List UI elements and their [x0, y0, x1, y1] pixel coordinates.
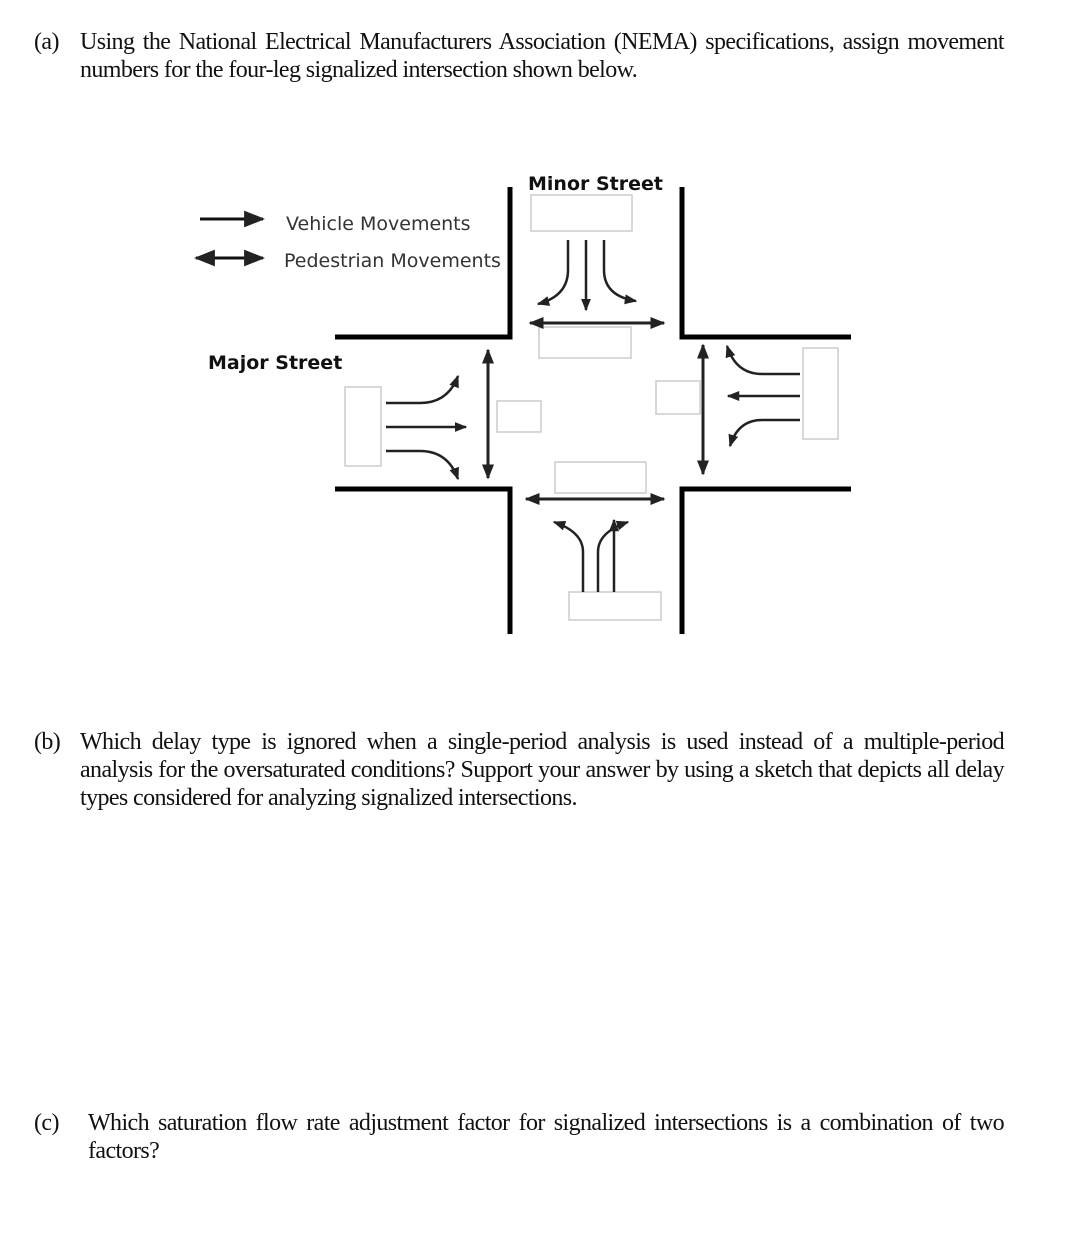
answer-box-east-approach: [803, 348, 838, 439]
east-approach-right-turn: [727, 346, 800, 374]
west-approach-right-turn: [386, 451, 458, 479]
northwest-curb: [335, 187, 510, 337]
answer-box-north-approach: [531, 195, 632, 231]
answer-box-west-approach: [345, 387, 381, 466]
question-b-label: (b): [34, 729, 61, 755]
major-street-label: Major Street: [208, 352, 343, 374]
north-approach-left-turn: [538, 240, 568, 304]
answer-box-north-crosswalk: [539, 327, 631, 358]
pedestrian-movements: [488, 323, 703, 499]
question-a: [34, 28, 1004, 84]
minor-street-label: Minor Street: [528, 173, 663, 195]
question-a-label: (a): [34, 29, 59, 55]
question-b-text: Which delay type is ignored when a single-period analysis is used instead of a multiple-period analysis for the oversaturated conditions? Support your answer by using a sketch that depicts all delay types considered for analyzing signalized intersections.: [80, 729, 1004, 811]
east-approach-left-turn: [730, 420, 800, 446]
answer-box-west-crosswalk: [497, 401, 541, 432]
west-approach-left-turn: [386, 376, 458, 403]
northeast-curb: [682, 187, 851, 337]
answer-box-south-crosswalk: [555, 462, 646, 493]
curb-lines: [335, 187, 851, 634]
southeast-curb: [682, 489, 851, 634]
vehicle-movements: [386, 240, 800, 592]
question-c-text: Which saturation flow rate adjustment factor for signalized intersections is a combination of two factors?: [88, 1110, 1004, 1164]
north-approach-right-turn: [604, 240, 636, 301]
pedestrian-legend-label: Pedestrian Movements: [284, 250, 501, 272]
legend: [196, 213, 501, 272]
southwest-curb: [335, 489, 510, 634]
answer-boxes: [345, 195, 838, 620]
question-a-text: Using the National Electrical Manufacturers Association (NEMA) specifications, assign movement numbers for the four-leg signalized intersection shown below.: [80, 29, 1004, 83]
question-b: [34, 728, 1004, 812]
south-approach-left-turn: [598, 522, 628, 592]
vehicle-legend-label: Vehicle Movements: [286, 213, 471, 235]
question-c-label: (c): [34, 1110, 59, 1136]
south-approach-right-turn: [554, 522, 583, 592]
answer-box-east-crosswalk: [656, 381, 700, 414]
question-c: [34, 1109, 1004, 1165]
answer-box-south-approach: [569, 592, 661, 620]
